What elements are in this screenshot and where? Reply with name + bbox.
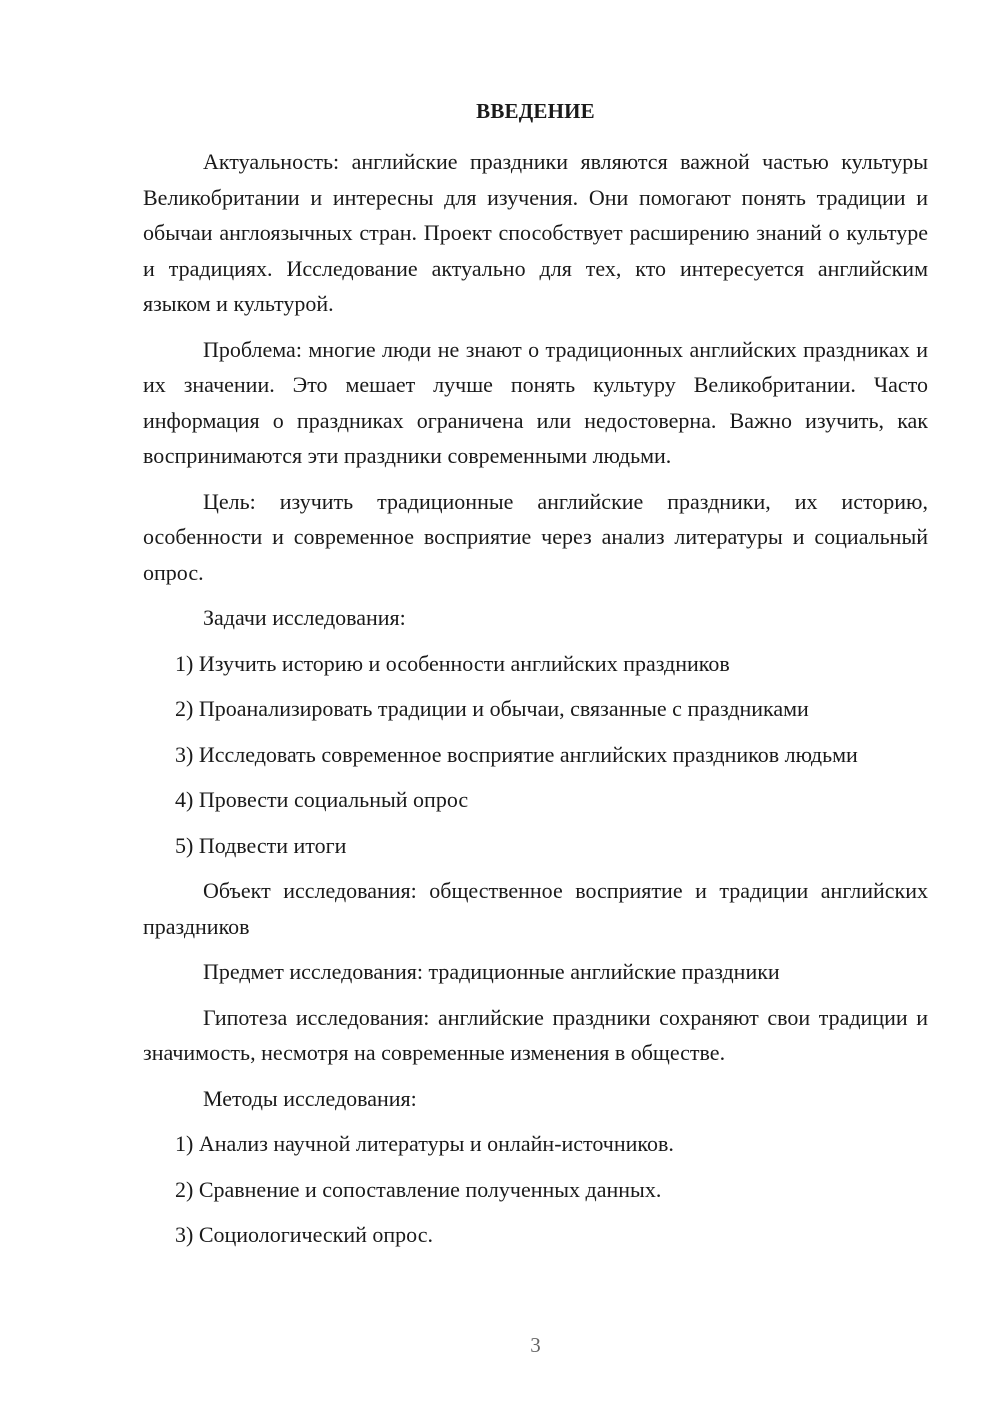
task-item-4: 4) Провести социальный опрос xyxy=(175,787,469,812)
problem-paragraph: Проблема: многие люди не знают о традиционных английских праздниках и их значении. Это мешает лучше понять культуру Великобритании. Часто информация о праздниках ограничена или недостоверна. Важно изучить, как воспринимаются эти праздники современными людьми. xyxy=(143,336,928,468)
relevance-paragraph: Актуальность: английские праздники являются важной частью культуры Великобритании и интересны для изучения. Они помогают понять традиции и обычаи англоязычных стран. Проект способствует расширению знаний о культуре и традициях. Исследование актуально для тех, кто интересуется английским языком и культурой. xyxy=(143,149,928,316)
page-number: 3 xyxy=(530,1333,541,1357)
task-item-2: 2) Проанализировать традиции и обычаи, связанные с праздниками xyxy=(175,696,809,721)
page-title: ВВЕДЕНИЕ xyxy=(476,99,595,123)
method-item-1: 1) Анализ научной литературы и онлайн-источников. xyxy=(175,1131,674,1156)
goal-paragraph: Цель: изучить традиционные английские праздники, их историю, особенности и современное восприятие через анализ литературы и социальный опрос. xyxy=(143,488,928,585)
methods-heading: Методы исследования: xyxy=(203,1085,417,1111)
document-page xyxy=(143,0,928,1414)
document-body xyxy=(143,144,928,1263)
task-item-5: 5) Подвести итоги xyxy=(175,832,347,858)
task-item-3: 3) Исследовать современное восприятие английских праздников людьми xyxy=(175,741,858,767)
object-paragraph: Объект исследования: общественное восприятие и традиции английских праздников xyxy=(143,878,928,939)
tasks-heading: Задачи исследования: xyxy=(203,605,406,630)
method-item-2: 2) Сравнение и сопоставление полученных данных. xyxy=(175,1176,662,1202)
method-item-3: 3) Социологический опрос. xyxy=(175,1222,433,1247)
hypothesis-paragraph: Гипотеза исследования: английские праздники сохраняют свои традиции и значимость, несмотря на современные изменения в обществе. xyxy=(143,1004,928,1065)
subject-paragraph: Предмет исследования: традиционные английские праздники xyxy=(203,959,780,984)
task-item-1: 1) Изучить историю и особенности английских праздников xyxy=(175,650,730,676)
